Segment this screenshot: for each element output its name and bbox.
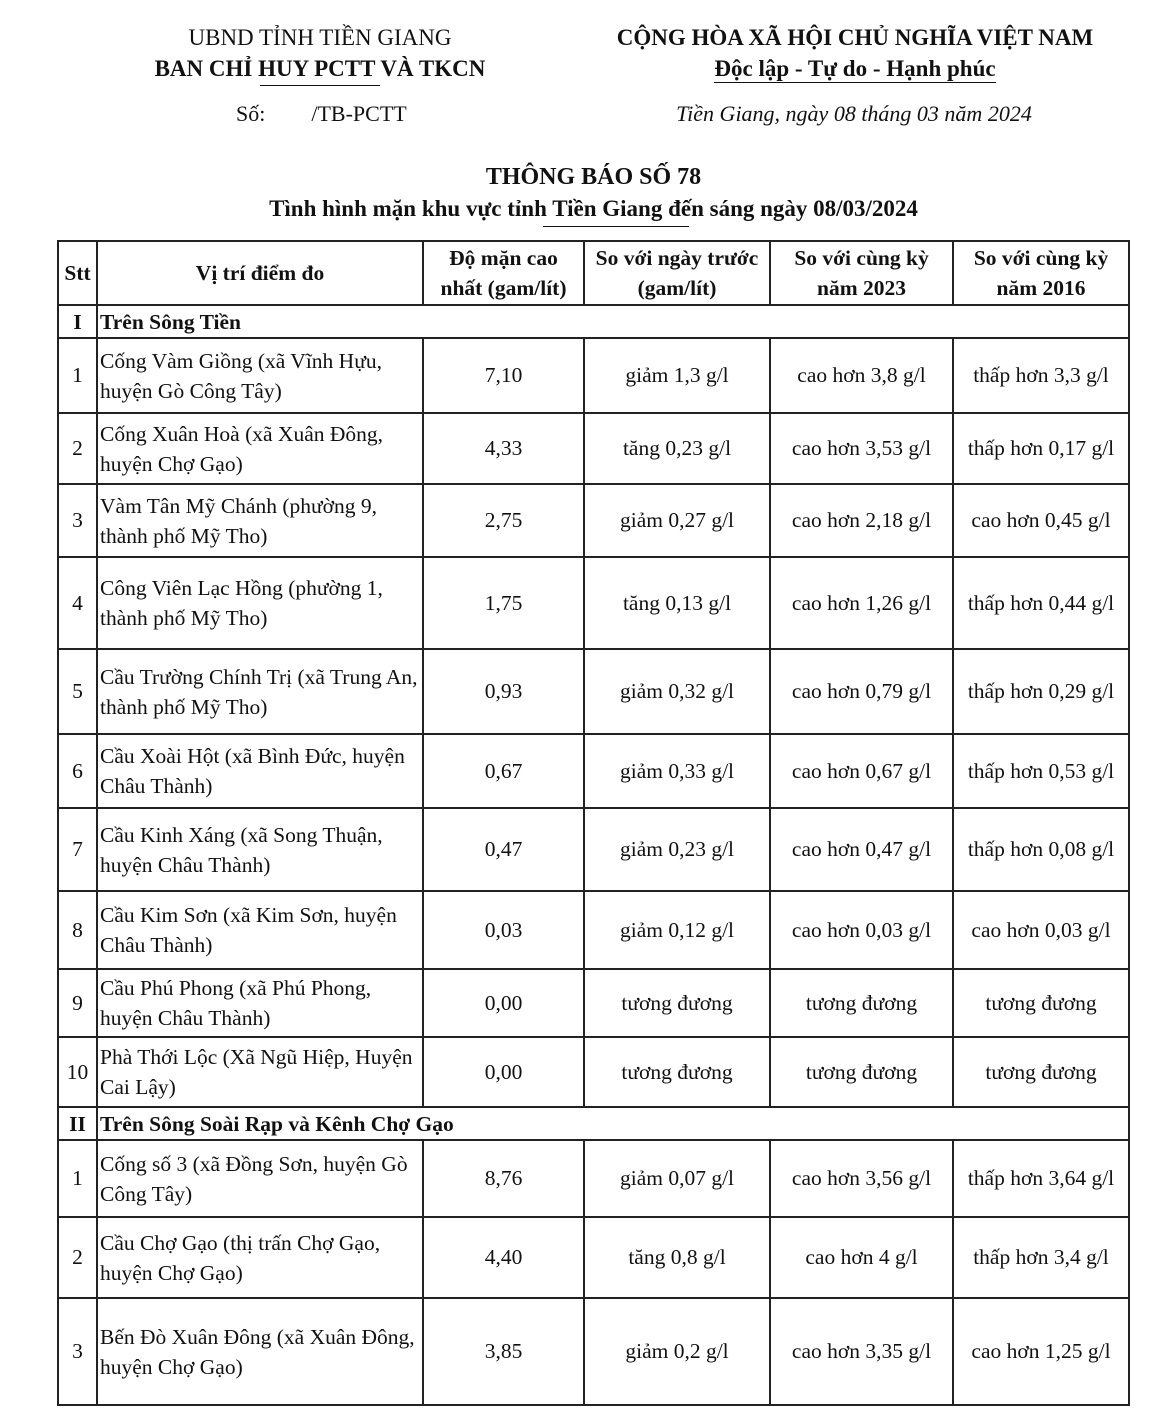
- table-row: [58, 734, 1129, 808]
- header-vs-prev-day: So với ngày trước (gam/lít): [584, 241, 770, 305]
- cell-location: Cầu Xoài Hột (xã Bình Đức, huyện Châu Thành): [97, 734, 423, 808]
- section-number: II: [58, 1107, 97, 1140]
- cell-location: Cống số 3 (xã Đồng Sơn, huyện Gò Công Tây): [97, 1140, 423, 1217]
- cell-vs-2023: cao hơn 2,18 g/l: [770, 484, 953, 557]
- cell-max-salinity: 0,47: [423, 808, 584, 891]
- cell-max-salinity: 1,75: [423, 557, 584, 649]
- cell-vs-prev-day: giảm 0,33 g/l: [584, 734, 770, 808]
- cell-vs-2016: cao hơn 0,45 g/l: [953, 484, 1129, 557]
- cell-location: Cầu Phú Phong (xã Phú Phong, huyện Châu Thành): [97, 969, 423, 1037]
- cell-max-salinity: 4,33: [423, 413, 584, 484]
- cell-vs-prev-day: giảm 0,12 g/l: [584, 891, 770, 969]
- cell-stt: 5: [58, 649, 97, 734]
- table-header-row: [58, 241, 1129, 305]
- cell-vs-2023: cao hơn 4 g/l: [770, 1217, 953, 1298]
- cell-vs-prev-day: tương đương: [584, 1037, 770, 1107]
- place-and-date: Tiền Giang, ngày 08 tháng 03 năm 2024: [676, 101, 1032, 126]
- notice-subtitle: Tình hình mặn khu vực tỉnh Tiền Giang đến sáng ngày 08/03/2024: [269, 196, 918, 221]
- table-row: [58, 1217, 1129, 1298]
- table-row: [58, 1140, 1129, 1217]
- cell-location: Vàm Tân Mỹ Chánh (phường 9, thành phố Mỹ Tho): [97, 484, 423, 557]
- cell-vs-prev-day: giảm 0,2 g/l: [584, 1298, 770, 1405]
- doc-number-label: Số:: [236, 101, 266, 126]
- cell-vs-2016: thấp hơn 0,17 g/l: [953, 413, 1129, 484]
- table-row: [58, 808, 1129, 891]
- cell-max-salinity: 7,10: [423, 338, 584, 413]
- cell-stt: 7: [58, 808, 97, 891]
- cell-stt: 1: [58, 338, 97, 413]
- cell-vs-2023: cao hơn 3,35 g/l: [770, 1298, 953, 1405]
- cell-stt: 10: [58, 1037, 97, 1107]
- table-row: [58, 649, 1129, 734]
- cell-max-salinity: 0,00: [423, 1037, 584, 1107]
- cell-vs-2016: thấp hơn 3,64 g/l: [953, 1140, 1129, 1217]
- cell-stt: 2: [58, 1217, 97, 1298]
- cell-vs-2016: thấp hơn 0,08 g/l: [953, 808, 1129, 891]
- issuing-agency-block: [120, 22, 520, 86]
- cell-vs-prev-day: giảm 0,32 g/l: [584, 649, 770, 734]
- cell-max-salinity: 2,75: [423, 484, 584, 557]
- table-row: [58, 413, 1129, 484]
- cell-vs-prev-day: giảm 0,23 g/l: [584, 808, 770, 891]
- section-row: [58, 1107, 1129, 1140]
- header-vs-2023: So với cùng kỳ năm 2023: [770, 241, 953, 305]
- cell-stt: 8: [58, 891, 97, 969]
- cell-vs-prev-day: tương đương: [584, 969, 770, 1037]
- notice-title: THÔNG BÁO SỐ 78: [485, 164, 702, 190]
- cell-max-salinity: 0,03: [423, 891, 584, 969]
- cell-max-salinity: 0,00: [423, 969, 584, 1037]
- header-max-salinity: Độ mặn cao nhất (gam/lít): [423, 241, 584, 305]
- cell-vs-2016: thấp hơn 3,4 g/l: [953, 1217, 1129, 1298]
- country-name: CỘNG HÒA XÃ HỘI CHỦ NGHĨA VIỆT NAM: [616, 25, 1094, 50]
- cell-vs-prev-day: tăng 0,23 g/l: [584, 413, 770, 484]
- national-header-block: [585, 22, 1125, 84]
- section-number: I: [58, 305, 97, 338]
- table-row: [58, 557, 1129, 649]
- doc-number-code: /TB-PCTT: [311, 101, 407, 126]
- table-row: [58, 338, 1129, 413]
- cell-location: Cống Xuân Hoà (xã Xuân Đông, huyện Chợ Gạo): [97, 413, 423, 484]
- table-row: [58, 891, 1129, 969]
- subtitle-underline: [543, 226, 689, 227]
- cell-vs-2023: tương đương: [770, 1037, 953, 1107]
- national-motto: Độc lập - Tự do - Hạnh phúc: [714, 56, 996, 81]
- cell-stt: 6: [58, 734, 97, 808]
- section-name: Trên Sông Soài Rạp và Kênh Chợ Gạo: [97, 1107, 1129, 1140]
- cell-stt: 9: [58, 969, 97, 1037]
- cell-stt: 3: [58, 1298, 97, 1405]
- section-name: Trên Sông Tiền: [97, 305, 1129, 338]
- cell-vs-2023: cao hơn 0,67 g/l: [770, 734, 953, 808]
- cell-stt: 2: [58, 413, 97, 484]
- cell-vs-2023: cao hơn 1,26 g/l: [770, 557, 953, 649]
- cell-vs-2023: cao hơn 3,56 g/l: [770, 1140, 953, 1217]
- cell-max-salinity: 0,93: [423, 649, 584, 734]
- cell-stt: 3: [58, 484, 97, 557]
- cell-vs-2023: cao hơn 0,03 g/l: [770, 891, 953, 969]
- cell-vs-2016: tương đương: [953, 969, 1129, 1037]
- document-number: [236, 101, 407, 127]
- cell-vs-2016: cao hơn 0,03 g/l: [953, 891, 1129, 969]
- cell-location: Cầu Chợ Gạo (thị trấn Chợ Gạo, huyện Chợ Gạo): [97, 1217, 423, 1298]
- cell-location: Bến Đò Xuân Đông (xã Xuân Đông, huyện Chợ Gạo): [97, 1298, 423, 1405]
- cell-location: Công Viên Lạc Hồng (phường 1, thành phố Mỹ Tho): [97, 557, 423, 649]
- table-row: [58, 969, 1129, 1037]
- agency-underline: [260, 85, 380, 86]
- table-row: [58, 1298, 1129, 1405]
- cell-vs-prev-day: giảm 0,27 g/l: [584, 484, 770, 557]
- cell-vs-2023: cao hơn 0,47 g/l: [770, 808, 953, 891]
- header-location: Vị trí điểm đo: [97, 241, 423, 305]
- cell-location: Phà Thới Lộc (Xã Ngũ Hiệp, Huyện Cai Lậy): [97, 1037, 423, 1107]
- header-vs-2016: So với cùng kỳ năm 2016: [953, 241, 1129, 305]
- cell-max-salinity: 3,85: [423, 1298, 584, 1405]
- cell-location: Cầu Kim Sơn (xã Kim Sơn, huyện Châu Thành): [97, 891, 423, 969]
- cell-max-salinity: 0,67: [423, 734, 584, 808]
- cell-stt: 4: [58, 557, 97, 649]
- table-body: [58, 305, 1129, 1405]
- table-row: [58, 484, 1129, 557]
- cell-vs-prev-day: tăng 0,13 g/l: [584, 557, 770, 649]
- agency-name: UBND TỈNH TIỀN GIANG: [188, 25, 452, 50]
- cell-vs-2016: thấp hơn 0,53 g/l: [953, 734, 1129, 808]
- section-row: [58, 305, 1129, 338]
- cell-stt: 1: [58, 1140, 97, 1217]
- cell-max-salinity: 8,76: [423, 1140, 584, 1217]
- cell-vs-2016: thấp hơn 0,44 g/l: [953, 557, 1129, 649]
- cell-vs-2023: cao hơn 3,8 g/l: [770, 338, 953, 413]
- cell-vs-2016: tương đương: [953, 1037, 1129, 1107]
- cell-location: Cầu Kinh Xáng (xã Song Thuận, huyện Châu Thành): [97, 808, 423, 891]
- table-row: [58, 1037, 1129, 1107]
- cell-max-salinity: 4,40: [423, 1217, 584, 1298]
- cell-vs-2023: cao hơn 3,53 g/l: [770, 413, 953, 484]
- header-stt: Stt: [58, 241, 97, 305]
- department-name: BAN CHỈ HUY PCTT VÀ TKCN: [154, 56, 486, 81]
- cell-vs-2023: cao hơn 0,79 g/l: [770, 649, 953, 734]
- cell-vs-prev-day: tăng 0,8 g/l: [584, 1217, 770, 1298]
- salinity-table: [57, 240, 1130, 1406]
- cell-vs-2016: thấp hơn 3,3 g/l: [953, 338, 1129, 413]
- cell-vs-prev-day: giảm 0,07 g/l: [584, 1140, 770, 1217]
- cell-vs-2023: tương đương: [770, 969, 953, 1037]
- cell-vs-2016: thấp hơn 0,29 g/l: [953, 649, 1129, 734]
- cell-location: Cầu Trường Chính Trị (xã Trung An, thành phố Mỹ Tho): [97, 649, 423, 734]
- cell-vs-prev-day: giảm 1,3 g/l: [584, 338, 770, 413]
- cell-vs-2016: cao hơn 1,25 g/l: [953, 1298, 1129, 1405]
- cell-location: Cống Vàm Giồng (xã Vĩnh Hựu, huyện Gò Công Tây): [97, 338, 423, 413]
